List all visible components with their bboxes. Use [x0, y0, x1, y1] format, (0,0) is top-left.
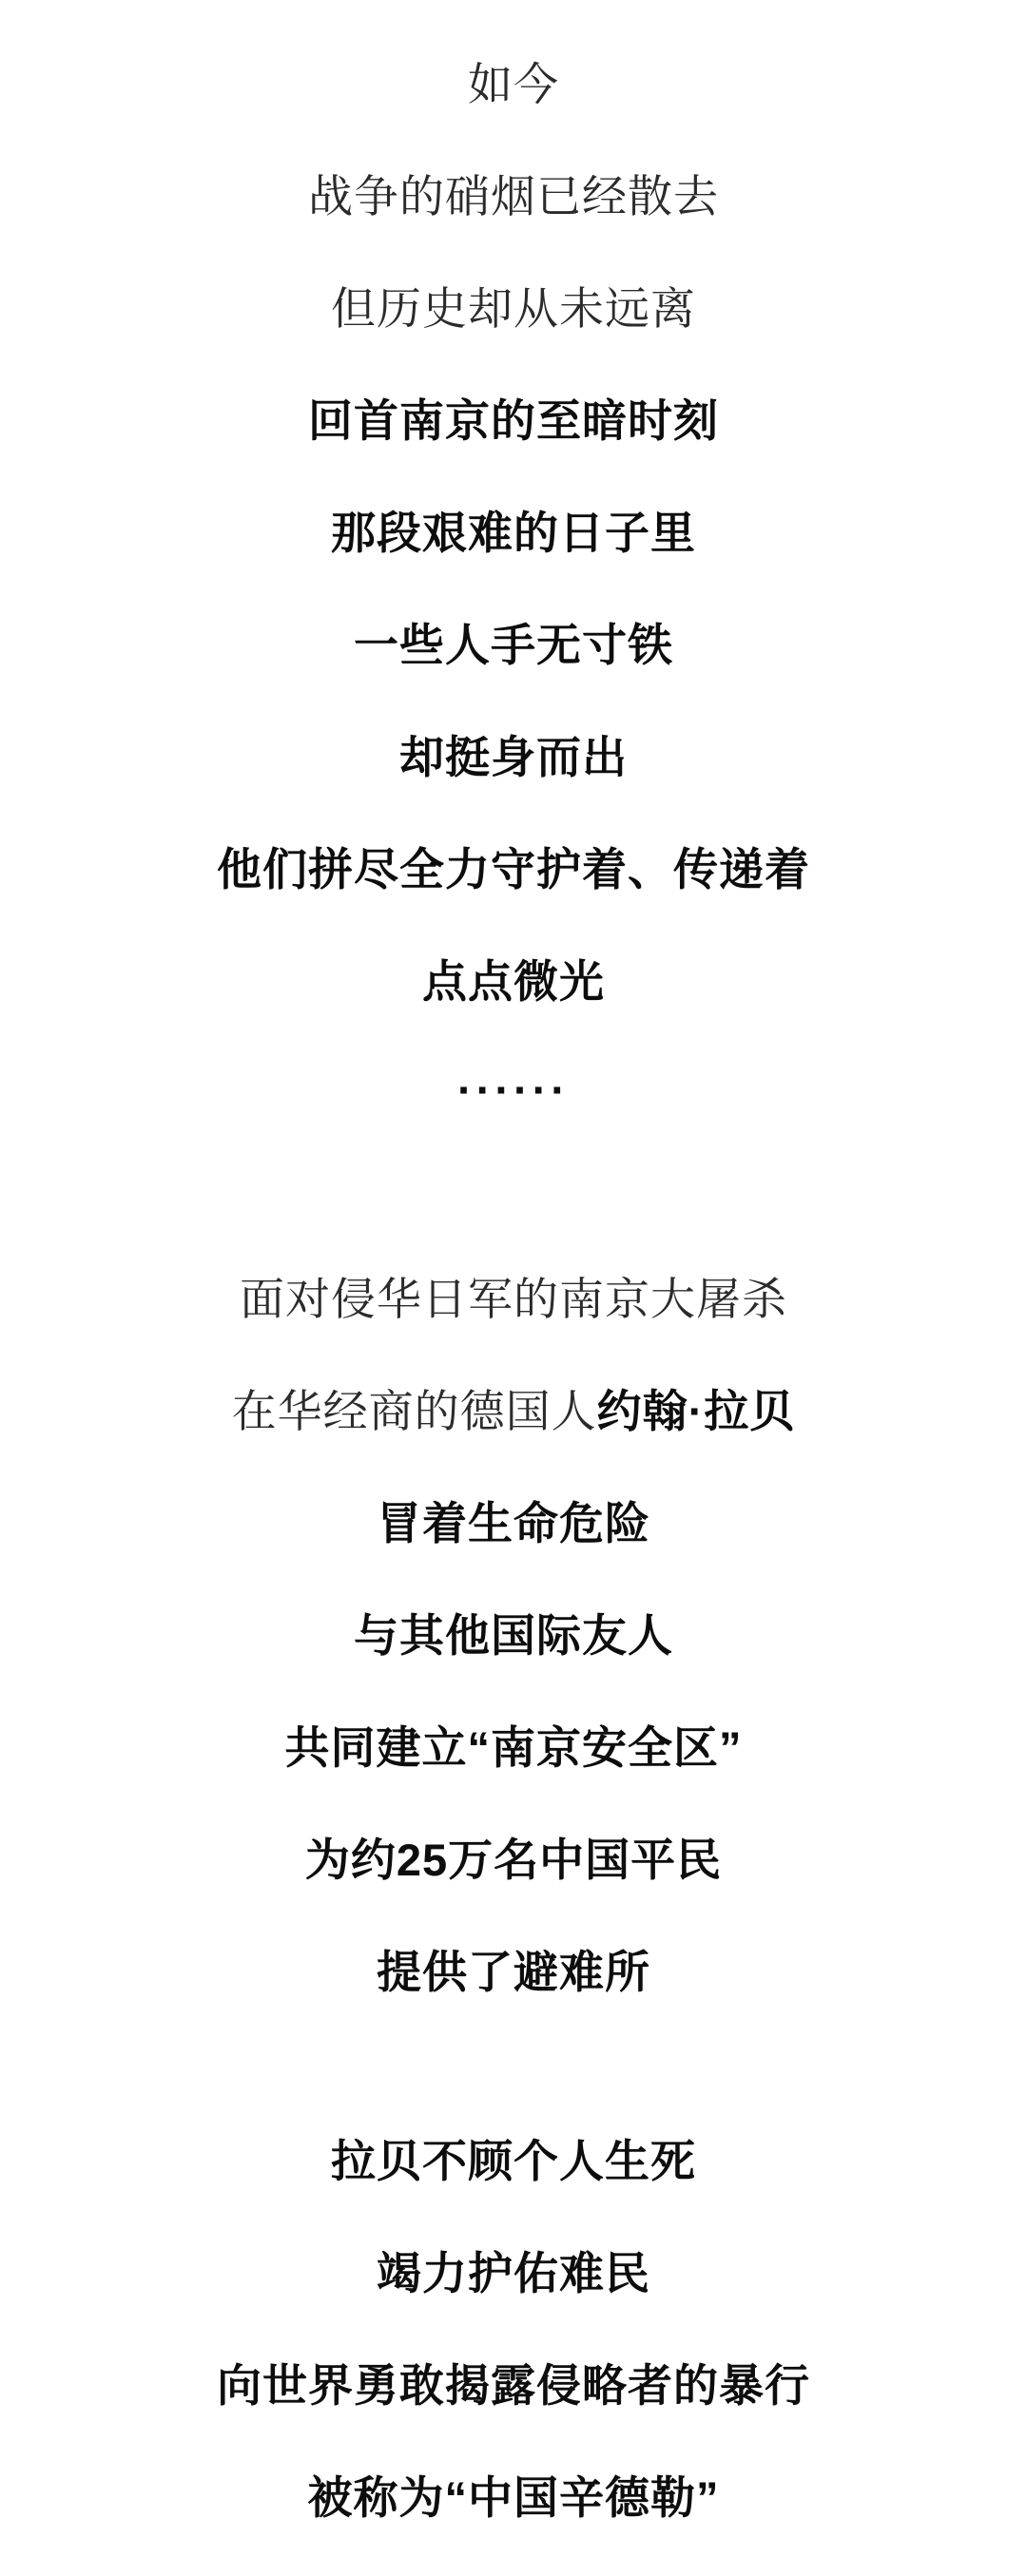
text-line: 为约25万名中国平民 — [304, 1835, 723, 1885]
text-line: 拉贝不顾个人生死 — [331, 2136, 696, 2186]
text-line: 战争的硝烟已经散去 — [308, 171, 719, 221]
text-line: 点点微光 — [422, 956, 605, 1007]
text-line: 共同建立“南京安全区” — [284, 1722, 743, 1773]
text-line: 他们拼尽全力守护着、传递着 — [217, 844, 810, 894]
text-line: 面对侵华日军的南京大屠杀 — [240, 1274, 787, 1324]
text-line: 却挺身而出 — [399, 732, 628, 782]
text-block-1 — [217, 6, 810, 1165]
text-line: 一些人手无寸铁 — [354, 620, 673, 670]
text-line: 冒着生命危险 — [377, 1498, 650, 1548]
text-line: 竭力护佑难民 — [377, 2248, 650, 2298]
block-spacer — [38, 1165, 989, 1221]
text-line: 如今 — [468, 59, 559, 109]
text-line: 但历史却从未远离 — [331, 283, 696, 334]
text-line-prefix: 在华经商的德国人 — [231, 1386, 597, 1436]
text-block-2 — [232, 1221, 796, 2050]
text-line: 那段艰难的日子里 — [331, 508, 696, 558]
text-line: 被称为“中国辛德勒” — [307, 2472, 720, 2523]
text-line: 向世界勇敢揭露侵略者的暴行 — [217, 2360, 810, 2411]
ellipsis-line: ······ — [457, 1065, 570, 1115]
text-line: 与其他国际友人 — [354, 1610, 673, 1661]
text-block-3 — [217, 2083, 810, 2576]
text-line-mixed — [232, 1377, 796, 1445]
block-spacer — [38, 2050, 989, 2083]
text-line-emphasis: 约翰·拉贝 — [596, 1386, 796, 1436]
text-line: 提供了避难所 — [377, 1947, 650, 1997]
text-line: 回首南京的至暗时刻 — [308, 395, 719, 446]
